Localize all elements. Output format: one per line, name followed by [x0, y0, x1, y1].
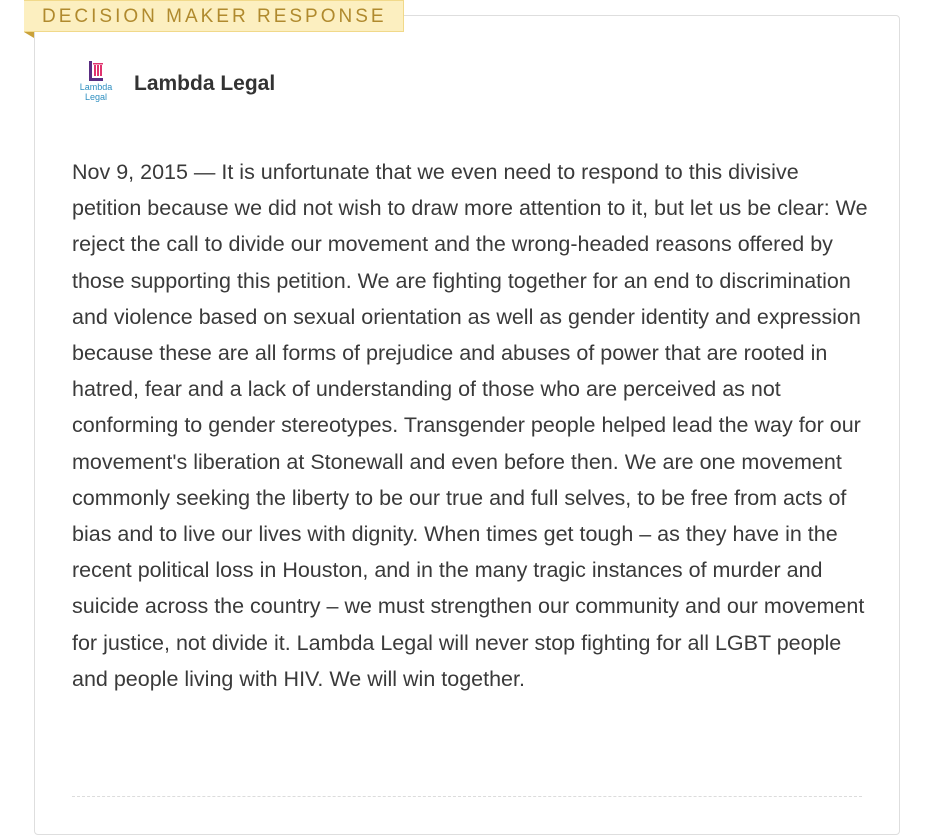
logo-text-line1: Lambda — [79, 82, 113, 92]
lambda-legal-logo-icon — [86, 60, 106, 82]
organization-name[interactable]: Lambda Legal — [134, 72, 276, 95]
badge-label: DECISION MAKER RESPONSE — [42, 6, 387, 27]
badge-fold — [24, 32, 34, 38]
decision-maker-response-badge — [24, 0, 404, 32]
response-body: Nov 9, 2015 — It is unfortunate that we even need to respond to this divisive petition because we did not wish to draw more attention to it, but let us be clear: We reject the call to divide our movement and the wrong-headed reasons offered by those supporting this petition. We are fighting together for an end to discrimination and violence based on sexual orientation as well as gender identity and expression because these are all forms of prejudice and abuses of power that are rooted in hatred, fear and a lack of understanding of those who are perceived as not conforming to gender stereotypes. Transgender people helped lead the way for our movement's liberation at Stonewall and even before then. We are one movement commonly seeking the liberty to be our true and full selves, to be free from acts of bias and to live our lives with dignity. When times get tough – as they have in the recent political loss in Houston, and in the many tragic instances of murder and suicide across the country – we must strengthen our community and our movement for justice, not divide it. Lambda Legal will never stop fighting for all LGBT people and people living with HIV. We will win together. — [72, 160, 868, 691]
organization-logo[interactable] — [72, 60, 120, 110]
organization-header — [72, 60, 275, 110]
divider — [72, 796, 862, 797]
logo-text-line2: Legal — [84, 92, 108, 102]
logo-text — [80, 82, 113, 102]
